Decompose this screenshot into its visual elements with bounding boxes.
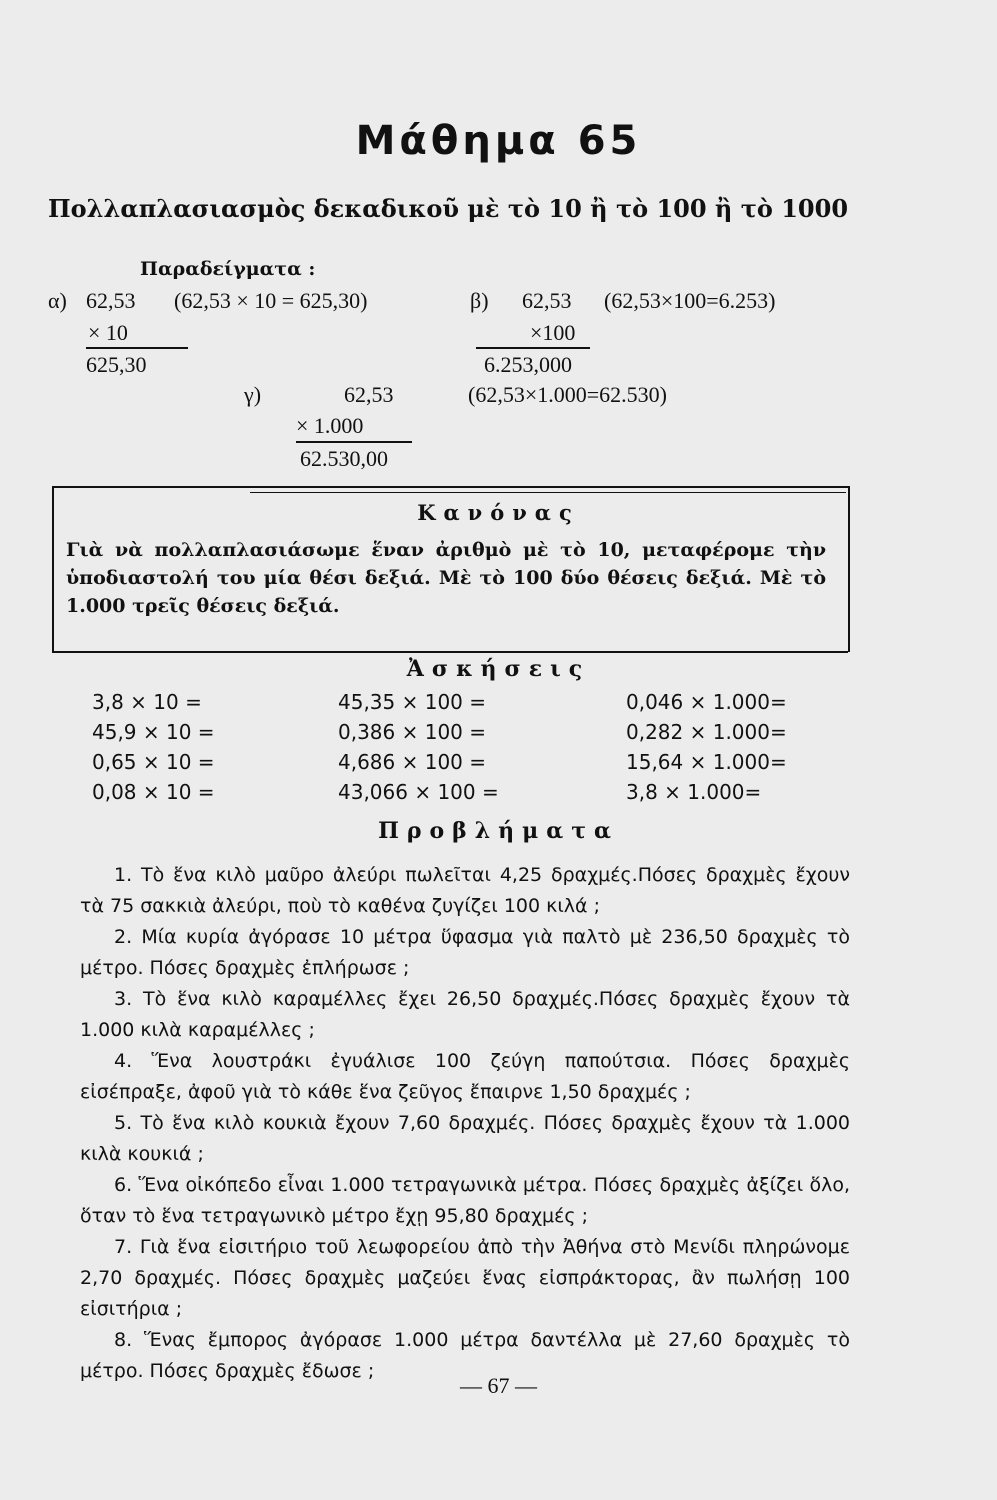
example-b-number: 62,53	[522, 288, 572, 313]
example-c-multiplier: × 1.000	[296, 413, 364, 438]
example-b-result: 6.253,000	[484, 352, 572, 377]
rule-box-bottom-border	[52, 651, 848, 653]
lesson-title: Μάθημα 65	[355, 118, 642, 164]
exercise-item: 15,64 × 1.000=	[626, 750, 787, 774]
example-c-number: 62,53	[344, 382, 394, 407]
rule-title: Κανόνας	[417, 500, 580, 525]
example-b-sum-line	[476, 347, 590, 349]
exercise-item: 4,686 × 100 =	[338, 750, 487, 774]
example-a-result: 625,30	[86, 352, 147, 377]
example-c-sum-line	[296, 441, 412, 443]
example-b-label: β)	[470, 288, 489, 313]
exercise-item: 45,9 × 10 =	[92, 720, 215, 744]
problem-item: 1. Τὸ ἕνα κιλὸ μαῦρο ἀλεύρι πωλεῖται 4,25 δραχμές.Πόσες δραχμὲς ἔχουν τὰ 75 σακκιὰ ἀλεύρι, ποὺ τὸ καθένα ζυγίζει 100 κιλά ;	[80, 864, 850, 917]
problem-item: 3. Τὸ ἕνα κιλὸ καραμέλλες ἔχει 26,50 δραχμές.Πόσες δραχμὲς ἔχουν τὰ 1.000 κιλὰ καραμέλλες ;	[80, 988, 850, 1041]
rule-text: Γιὰ νὰ πολλαπλασιάσωμε ἕναν ἀριθμὸ μὲ τὸ 10, μεταφέρομε τὴν ὑποδιαστολή του μία θέσι δεξιά. Μὲ τὸ 100 δύο θέσεις δεξιά. Μὲ τὸ 1.000 τρεῖς θέσεις δεξιά.	[66, 539, 826, 617]
problem-item: 5. Τὸ ἕνα κιλὸ κουκιὰ ἔχουν 7,60 δραχμές. Πόσες δραχμὲς ἔχουν τὰ 1.000 κιλὰ κουκιά ;	[80, 1112, 850, 1165]
example-a-sum-line	[86, 347, 188, 349]
exercise-item: 0,282 × 1.000=	[626, 720, 787, 744]
exercise-item: 3,8 × 1.000=	[626, 780, 762, 804]
examples-label: Παραδείγματα :	[140, 258, 316, 280]
example-a-multiplier: × 10	[88, 320, 128, 345]
exercise-item: 0,386 × 100 =	[338, 720, 487, 744]
lesson-subtitle: Πολλαπλασιασμὸς δεκαδικοῦ μὲ τὸ 10 ἢ τὸ 100 ἢ τὸ 1000	[48, 194, 849, 223]
problems-title: Προβλήματα	[378, 818, 619, 844]
problem-item: 2. Μία κυρία ἀγόρασε 10 μέτρα ὕφασμα γιὰ παλτὸ μὲ 236,50 δραχμὲς τὸ μέτρο. Πόσες δραχμὲς ἐπλήρωσε ;	[80, 926, 850, 979]
example-c-result: 62.530,00	[300, 446, 388, 471]
problem-item: 4. Ἕνα λουστράκι ἐγυάλισε 100 ζεύγη παπούτσια. Πόσες δραχμὲς εἰσέπραξε, ἀφοῦ γιὰ τὸ κάθε ἕνα ζεῦγος ἔπαιρνε 1,50 δραχμές ;	[80, 1050, 850, 1103]
example-a-label: α)	[48, 288, 67, 313]
exercise-item: 3,8 × 10 =	[92, 690, 202, 714]
example-a-number: 62,53	[86, 288, 136, 313]
example-b-inline: (62,53×100=6.253)	[604, 288, 776, 313]
example-c-inline: (62,53×1.000=62.530)	[468, 382, 667, 407]
problem-item: 8. Ἕνας ἔμπορος ἀγόρασε 1.000 μέτρα δαντέλλα μὲ 27,60 δραχμὲς τὸ μέτρο. Πόσες δραχμὲς ἔδωσε ;	[80, 1329, 850, 1382]
problem-item: 6. Ἕνα οἰκόπεδο εἶναι 1.000 τετραγωνικὰ μέτρα. Πόσες δραχμὲς ἀξίζει ὅλο, ὅταν τὸ ἕνα τετραγωνικὸ μέτρο ἔχῃ 95,80 δραχμές ;	[80, 1174, 850, 1227]
exercise-item: 45,35 × 100 =	[338, 690, 487, 714]
exercises-title: Ἀσκήσεις	[406, 656, 591, 682]
exercise-item: 0,65 × 10 =	[92, 750, 215, 774]
problems-list	[80, 860, 850, 1387]
page-number: — 67 —	[460, 1373, 537, 1398]
exercise-item: 0,046 × 1.000=	[626, 690, 787, 714]
example-a-inline: (62,53 × 10 = 625,30)	[174, 288, 368, 313]
exercise-item: 0,08 × 10 =	[92, 780, 215, 804]
example-c-label: γ)	[244, 382, 262, 407]
problem-item: 7. Γιὰ ἕνα εἰσιτήριο τοῦ λεωφορείου ἀπὸ τὴν Ἀθήνα στὸ Μενίδι πληρώνομε 2,70 δραχμές. Πόσες δραχμὲς μαζεύει ἕνας εἰσπράκτορας, ἂν πωλήσῃ 100 εἰσιτήρια ;	[80, 1236, 850, 1320]
example-b-multiplier: ×100	[530, 320, 576, 345]
exercise-item: 43,066 × 100 =	[338, 780, 499, 804]
